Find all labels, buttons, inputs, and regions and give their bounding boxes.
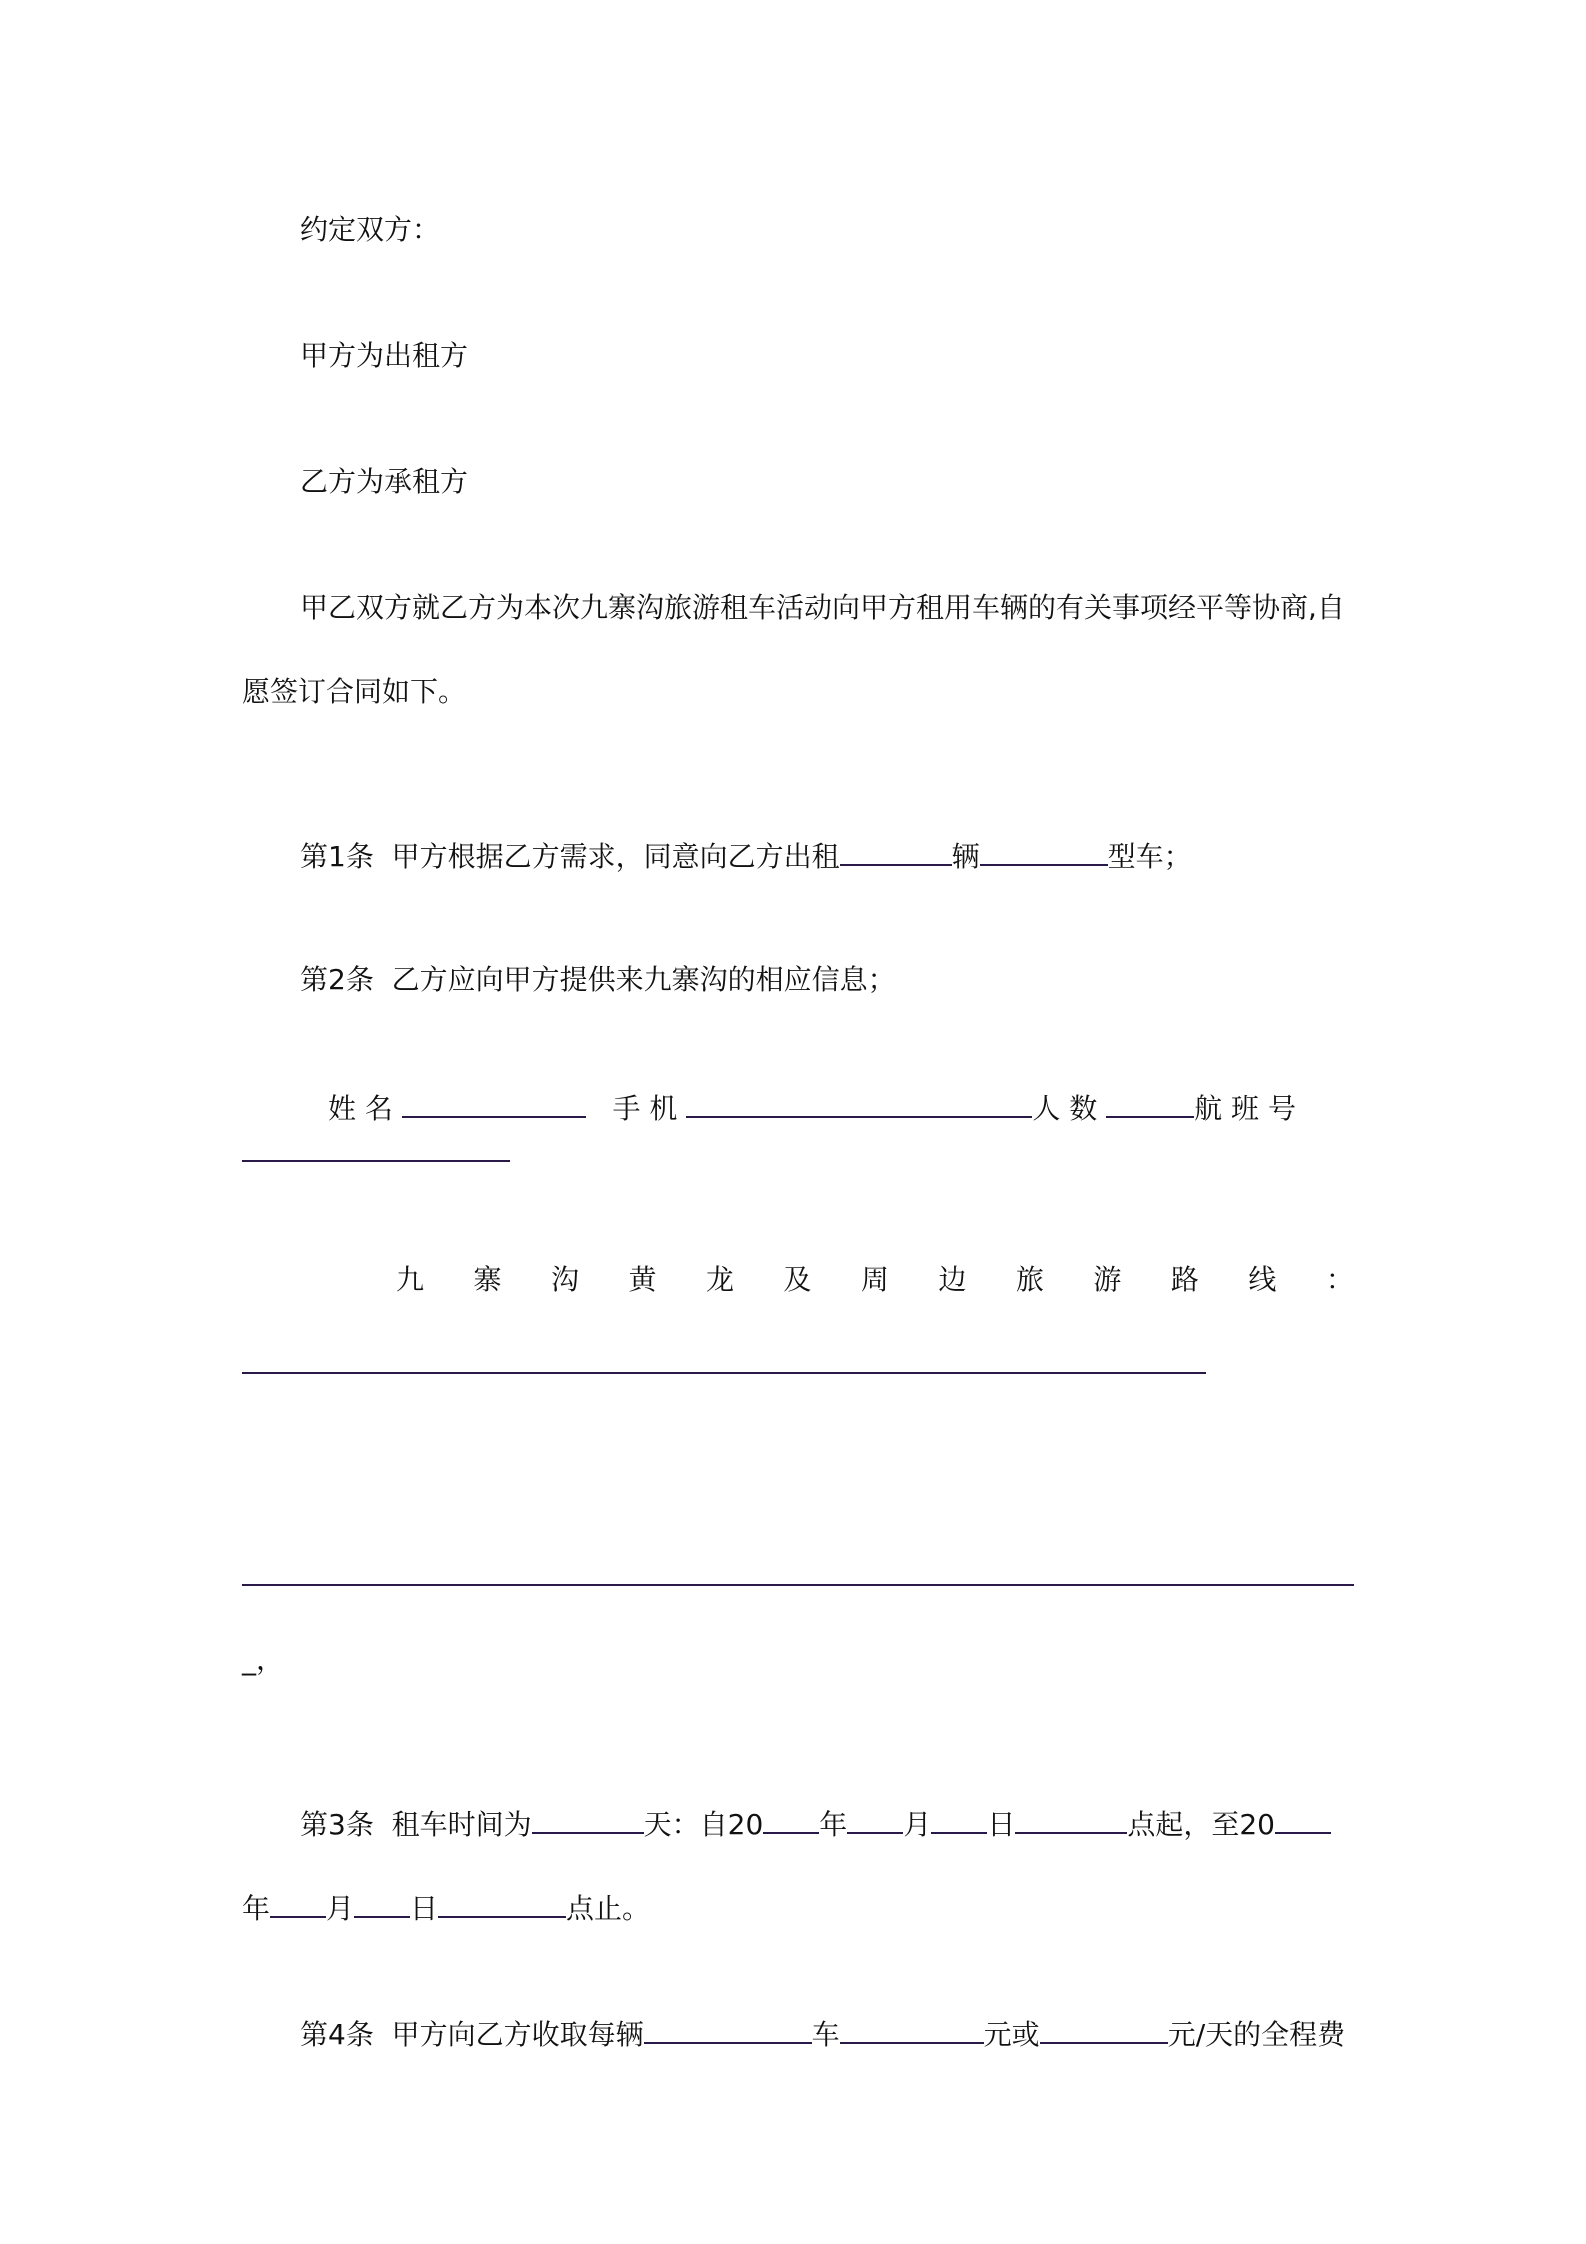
intro-line-2: 愿签订合同如下。 <box>242 675 467 708</box>
route-blank-1[interactable] <box>242 1372 1206 1374</box>
flight-label: 航 班 号 <box>1194 1092 1296 1125</box>
month-text: 月 <box>903 1808 932 1841</box>
phone-blank[interactable] <box>686 1088 1032 1118</box>
route-char: 边 <box>938 1263 967 1296</box>
article-1 <box>300 800 1192 875</box>
year2-text: 年 <box>242 1892 271 1925</box>
parties-heading: 约定双方： <box>300 213 441 246</box>
article-4 <box>300 1978 1345 2053</box>
route-char: 寨 <box>473 1263 502 1296</box>
start-hour-blank[interactable] <box>1015 1804 1127 1834</box>
yuan-or-text: 元或 <box>983 2018 1040 2051</box>
month2-text: 月 <box>326 1892 355 1925</box>
end-day-blank[interactable] <box>354 1888 410 1918</box>
route-char: ： <box>1325 1263 1354 1296</box>
article-3-cont <box>242 1852 650 1927</box>
end-text: 点止。 <box>566 1892 651 1925</box>
article-2 <box>300 926 896 998</box>
route-char: 周 <box>860 1263 889 1296</box>
end-year-blank[interactable] <box>1275 1804 1331 1834</box>
name-label: 姓 名 <box>328 1092 393 1125</box>
vehicle-count-blank[interactable] <box>840 836 952 866</box>
year-text: 年 <box>819 1808 848 1841</box>
total-price-blank[interactable] <box>840 2014 984 2044</box>
day-text: 日 <box>987 1808 1016 1841</box>
vehicle-type-blank[interactable] <box>644 2014 812 2044</box>
vehicle-model-blank[interactable] <box>980 836 1108 866</box>
name-blank[interactable] <box>402 1088 586 1118</box>
party-a-line: 甲方为出租方 <box>300 339 469 372</box>
route-char: 沟 <box>550 1263 579 1296</box>
route-char: 九 <box>396 1263 425 1296</box>
start-day-blank[interactable] <box>931 1804 987 1834</box>
start-month-blank[interactable] <box>847 1804 903 1834</box>
article-1-label: 第1条 <box>300 840 374 873</box>
days-blank[interactable] <box>532 1804 644 1834</box>
article-3-label: 第3条 <box>300 1808 374 1841</box>
per-day-text: 元/天的全程费 <box>1167 2018 1346 2051</box>
article-4-label: 第4条 <box>300 2018 374 2051</box>
route-char: 游 <box>1093 1263 1122 1296</box>
vehicle-unit: 辆 <box>951 840 980 873</box>
info-row <box>328 1052 1296 1127</box>
end-hour-blank[interactable] <box>438 1888 566 1918</box>
route-char: 及 <box>783 1263 812 1296</box>
car-text: 车 <box>811 2018 840 2051</box>
route-blank-2[interactable] <box>242 1584 1354 1586</box>
route-char: 旅 <box>1015 1263 1044 1296</box>
party-b-line: 乙方为承租方 <box>300 465 469 498</box>
flight-number-blank[interactable] <box>242 1160 510 1162</box>
route-char: 黄 <box>628 1263 657 1296</box>
article-1-text: 甲方根据乙方需求，同意向乙方出租 <box>391 840 840 873</box>
from-year-text: 天：自20 <box>643 1808 764 1841</box>
route-end: _， <box>242 1643 285 1676</box>
start-text: 点起，至20 <box>1127 1808 1275 1841</box>
end-month-blank[interactable] <box>270 1888 326 1918</box>
day2-text: 日 <box>410 1892 439 1925</box>
article-3 <box>300 1768 1331 1843</box>
article-2-label: 第2条 <box>300 963 374 996</box>
route-char: 路 <box>1170 1263 1199 1296</box>
rental-duration-text: 租车时间为 <box>391 1808 532 1841</box>
intro-line-1: 甲乙双方就乙方为本次九寨沟旅游租车活动向甲方租用车辆的有关事项经平等协商,自 <box>300 591 1345 624</box>
start-year-blank[interactable] <box>763 1804 819 1834</box>
vehicle-model-unit: 型车； <box>1107 840 1192 873</box>
article-2-text: 乙方应向甲方提供来九寨沟的相应信息； <box>391 963 896 996</box>
people-label: 人 数 <box>1032 1092 1098 1125</box>
phone-label: 手 机 <box>612 1092 678 1125</box>
route-char: 线 <box>1248 1263 1277 1296</box>
article-4-text: 甲方向乙方收取每辆 <box>391 2018 644 2051</box>
people-blank[interactable] <box>1106 1088 1194 1118</box>
daily-price-blank[interactable] <box>1040 2014 1168 2044</box>
route-char: 龙 <box>705 1263 734 1296</box>
route-label <box>242 1262 1354 1298</box>
